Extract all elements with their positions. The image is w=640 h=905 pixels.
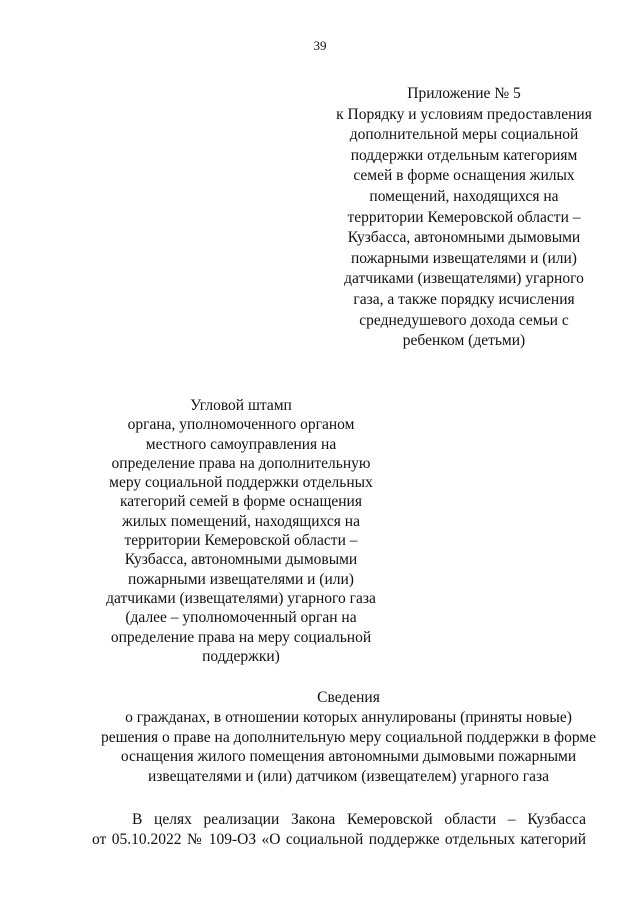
appendix-header [322, 84, 606, 352]
body-line: В целях реализации Закона Кемеровской области – Кузбасса [132, 811, 586, 828]
document-title [96, 688, 601, 787]
title-line: Сведения [317, 689, 380, 706]
title-line: о гражданах, в отношении которых аннулированы (приняты новые) [125, 708, 572, 726]
body-line: от 05.10.2022 № 109-ОЗ «О социальной поддержке отдельных категорий [92, 831, 586, 848]
appendix-line: Кузбасса, автономными дымовыми [347, 229, 581, 247]
title-line: решения о праве на дополнительную меру социальной поддержки в форме [100, 728, 597, 746]
corner-stamp-block [82, 396, 400, 666]
appendix-line: дополнительной меры социальной [349, 126, 579, 144]
page-number: 39 [313, 38, 327, 53]
title-line: оснащения жилого помещения автономными дымовыми пожарными [120, 748, 577, 766]
appendix-line: ребенком (детьми) [402, 332, 526, 350]
stamp-line: органа, уполномоченного органом [127, 416, 355, 434]
stamp-line: Угловой штамп [190, 397, 292, 414]
appendix-line: помещений, находящихся на [369, 187, 559, 205]
stamp-line: меру социальной поддержки отдельных [109, 474, 373, 492]
title-line: извещателями и (или) датчиком (извещателем) угарного газа [147, 768, 550, 786]
appendix-line: датчиками (извещателями) угарного [344, 270, 584, 288]
stamp-line: определение права на меру социальной [110, 628, 372, 646]
stamp-line: Кузбасса, автономными дымовыми [124, 551, 358, 569]
appendix-line: территории Кемеровской области – [347, 208, 581, 226]
appendix-line: к Порядку и условиям предоставления [336, 105, 592, 123]
stamp-line: поддержки) [202, 647, 280, 665]
appendix-line: пожарными извещателями и (или) [351, 249, 577, 267]
stamp-line: категорий семей в форме оснащения [120, 493, 362, 511]
appendix-line: среднедушевого дохода семьи с [359, 311, 569, 329]
stamp-line: (далее – уполномоченный орган на [125, 609, 357, 627]
stamp-line: датчиками (извещателями) угарного газа [106, 589, 376, 607]
appendix-line: Приложение № 5 [407, 85, 521, 102]
stamp-line: местного самоуправления на [145, 435, 337, 453]
stamp-line: определение права на дополнительную [111, 454, 371, 472]
appendix-line: газа, а также порядку исчисления [353, 290, 575, 308]
stamp-line: пожарными извещателями и (или) [128, 570, 354, 588]
appendix-line: поддержки отдельным категориям [350, 146, 578, 164]
stamp-line: жилых помещений, находящихся на [122, 512, 360, 530]
stamp-line: территории Кемеровской области – [124, 532, 358, 550]
appendix-line: семей в форме оснащения жилых [353, 167, 575, 185]
body-paragraph [92, 810, 586, 850]
